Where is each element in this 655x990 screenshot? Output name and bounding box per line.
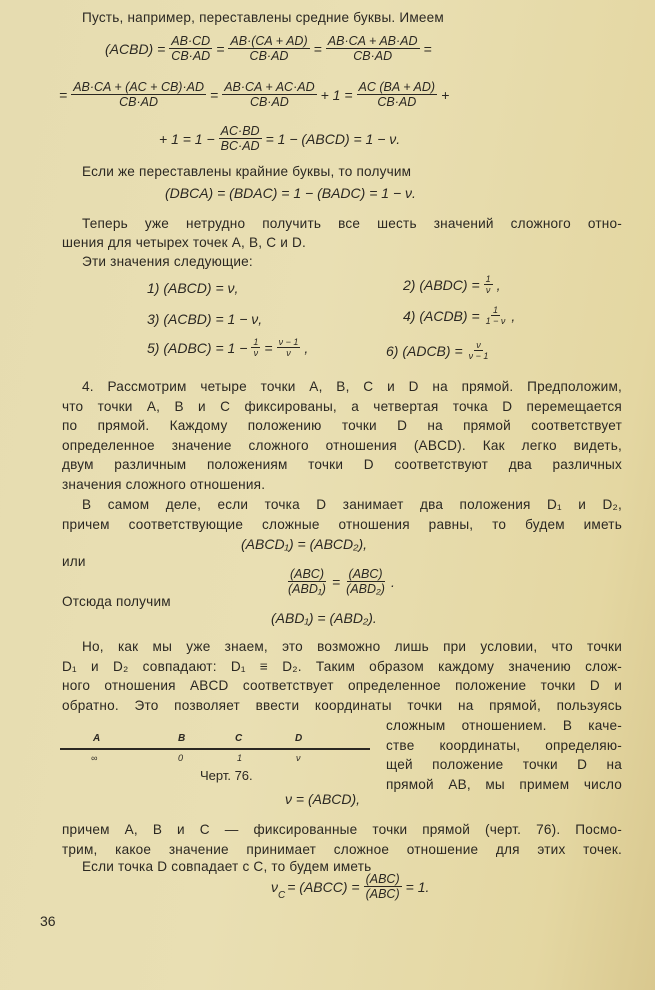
math-text: 4) (ACDB) =	[403, 307, 480, 324]
value-2	[402, 274, 502, 295]
math-text: 6) (ADCB) =	[386, 342, 463, 359]
point-a-label: A	[93, 733, 101, 744]
math-text: ,	[496, 276, 501, 293]
figure-76-line	[60, 728, 370, 768]
page-number: 36	[40, 913, 56, 929]
text-line: сложным отношением. В каче-	[386, 718, 622, 733]
value-1	[146, 280, 239, 296]
math-text: =	[210, 86, 219, 103]
numerator: AB·CA + (AC + CB)·AD	[73, 80, 204, 94]
denominator: 1 − ν	[485, 316, 506, 326]
denominator: CB·AD	[249, 49, 289, 63]
numerator: (ABC)	[289, 567, 324, 581]
numerator: AB·CD	[171, 34, 211, 48]
text-line: причем соответствующие сложные отношения равны, то будем иметь	[62, 516, 622, 532]
denominator: CB·AD	[249, 95, 289, 109]
math-text: =	[59, 86, 68, 103]
equation-abcd1	[240, 536, 368, 552]
text-line: щей положение точки D на	[386, 757, 622, 773]
text-line: ного отношения ABCD соответствует определенное положение точки D и	[62, 678, 622, 694]
math-text: 1) (ABCD) = ν,	[147, 280, 239, 296]
numerator: 1	[493, 305, 499, 315]
paragraph-six-values-2: шения для четырех точек A, B, C и D.	[62, 235, 306, 250]
math-text: + 1 =	[320, 86, 353, 103]
math-text: =	[313, 40, 322, 57]
fraction	[357, 80, 438, 109]
denominator: ν	[253, 348, 259, 358]
text-line: обратно. Это позволяет ввести координаты точки на прямой, пользуясь	[62, 697, 622, 713]
math-text: 5) (ADBC) = 1 −	[147, 339, 248, 356]
math-text: (ABD₁) = (ABD₂).	[271, 610, 377, 626]
equation-nu-c	[270, 872, 430, 901]
fraction	[251, 337, 260, 358]
denominator: CB·AD	[377, 95, 417, 109]
denominator: CB·AD	[171, 49, 211, 63]
coord-infinity: ∞	[91, 753, 98, 763]
math-text: = 1.	[405, 878, 430, 895]
text-line: прямой AB, мы примем число	[386, 776, 622, 792]
math-text: ,	[511, 307, 516, 324]
coord-zero: 0	[178, 753, 184, 763]
math-text: 3) (ACBD) = 1 − ν,	[147, 311, 263, 327]
math-text: (ACBD) =	[105, 40, 166, 57]
word-ili: или	[62, 554, 86, 569]
math-text: ν = (ABCD),	[285, 791, 361, 807]
denominator: BC·AD	[220, 139, 260, 153]
math-text: =	[331, 573, 341, 590]
denominator: CB·AD	[353, 49, 393, 63]
text-line: значения сложного отношения.	[62, 477, 266, 492]
point-c-label: C	[235, 733, 243, 744]
numerator: AC (BA + AD)	[358, 80, 436, 94]
numerator: 1	[253, 337, 259, 347]
math-text: (ABCD₁) = (ABCD₂),	[241, 536, 368, 552]
text-line: 4. Рассмотрим четыре точки A, B, C и D на прямой. Предположим,	[82, 379, 622, 394]
equation-nu	[284, 791, 361, 807]
math-text: (DBCA) = (BDAC) = 1 − (BADC) = 1 − ν.	[165, 185, 416, 201]
value-5	[146, 337, 309, 358]
text-line: определенное значение сложного отношения (ABCD). Как легко видеть,	[62, 437, 622, 453]
fraction	[484, 274, 493, 295]
equation-acbd-3	[158, 124, 401, 153]
fraction	[484, 305, 508, 326]
equation-abd1	[270, 610, 378, 626]
numerator: AB·(CA + AD)	[230, 34, 308, 48]
math-text: + 1 = 1 −	[159, 130, 215, 147]
denominator: (ABD₂)	[346, 582, 385, 596]
equation-acbd-1	[104, 34, 433, 63]
coord-one: 1	[237, 753, 243, 763]
fraction	[277, 337, 301, 358]
text-line: двум различным положениям точки D соответствуют два различных	[62, 457, 622, 473]
fraction	[364, 872, 402, 901]
paragraph-six-values-1: Теперь уже нетрудно получить все шесть значений сложного отно-	[82, 216, 622, 231]
math-text: =	[216, 40, 225, 57]
math-text: +	[441, 86, 450, 103]
text-line: В самом деле, если точка D занимает два положения D₁ и D₂,	[82, 497, 622, 512]
text-line: трим, какое значение принимает сложное отношение для этих точек.	[62, 841, 622, 857]
value-6	[385, 340, 493, 361]
value-4	[402, 305, 516, 326]
math-text: = (ABCC) =	[287, 878, 360, 895]
denominator: ν	[485, 285, 491, 295]
math-text: ν	[271, 878, 278, 895]
equation-acbd-2	[58, 80, 450, 109]
paragraph-intro: Пусть, например, переставлены средние буквы. Имеем	[82, 10, 444, 25]
denominator: ν − 1	[468, 351, 489, 361]
denominator: (ABD₁)	[288, 582, 326, 596]
numerator: ν − 1	[278, 337, 299, 347]
math-text: = 1 − (ABCD) = 1 − ν.	[265, 130, 401, 147]
text-line: что точки A, B и C фиксированы, а четвертая точка D перемещается	[62, 398, 622, 414]
math-text: .	[390, 573, 395, 590]
paragraph-six-values-3: Эти значения следующие:	[82, 254, 253, 269]
text-line: причем A, B и C — фиксированные точки прямой (черт. 76). Посмо-	[62, 822, 622, 837]
paragraph-d-equals-c: Если точка D совпадает с C, то будем иметь	[82, 859, 372, 874]
numerator: AB·CA + AB·AD	[327, 34, 418, 48]
paragraph-extreme: Если же переставлены крайние буквы, то получим	[82, 164, 412, 179]
numerator: 1	[485, 274, 491, 284]
number-line	[60, 748, 370, 750]
math-text: C	[278, 890, 286, 901]
math-text: =	[423, 40, 432, 57]
point-b-label: B	[178, 733, 186, 744]
fraction	[228, 34, 309, 63]
value-3	[146, 311, 263, 327]
fraction	[71, 80, 206, 109]
numerator: (ABC)	[365, 872, 400, 886]
numerator: ν	[476, 340, 481, 350]
equation-dbca	[164, 185, 417, 201]
math-text: ,	[304, 339, 309, 356]
fraction	[222, 80, 316, 109]
numerator: AC·BD	[220, 124, 260, 138]
denominator: ν	[286, 348, 291, 358]
figure-caption: Черт. 76.	[200, 768, 253, 783]
denominator: CB·AD	[119, 95, 159, 109]
text-line: стве координаты, определяю-	[386, 737, 622, 753]
math-text: =	[264, 339, 273, 356]
text-line: по прямой. Каждому положению точки D на прямой соответствует	[62, 418, 622, 434]
denominator: (ABC)	[365, 887, 400, 901]
fraction	[219, 124, 262, 153]
text-line: D₁ и D₂ совпадают: D₁ ≡ D₂. Таким образом каждому значению слож-	[62, 658, 622, 674]
fraction	[467, 340, 491, 361]
math-text: 2) (ABDC) =	[403, 276, 480, 293]
coord-nu: ν	[296, 753, 301, 763]
numerator: (ABC)	[348, 567, 383, 581]
text-line: Но, как мы уже знаем, это возможно лишь при условии, что точки	[82, 639, 622, 654]
point-d-label: D	[295, 733, 303, 744]
word-otsyuda: Отсюда получим	[62, 594, 171, 609]
fraction	[326, 34, 420, 63]
fraction	[169, 34, 212, 63]
numerator: AB·CA + AC·AD	[224, 80, 315, 94]
